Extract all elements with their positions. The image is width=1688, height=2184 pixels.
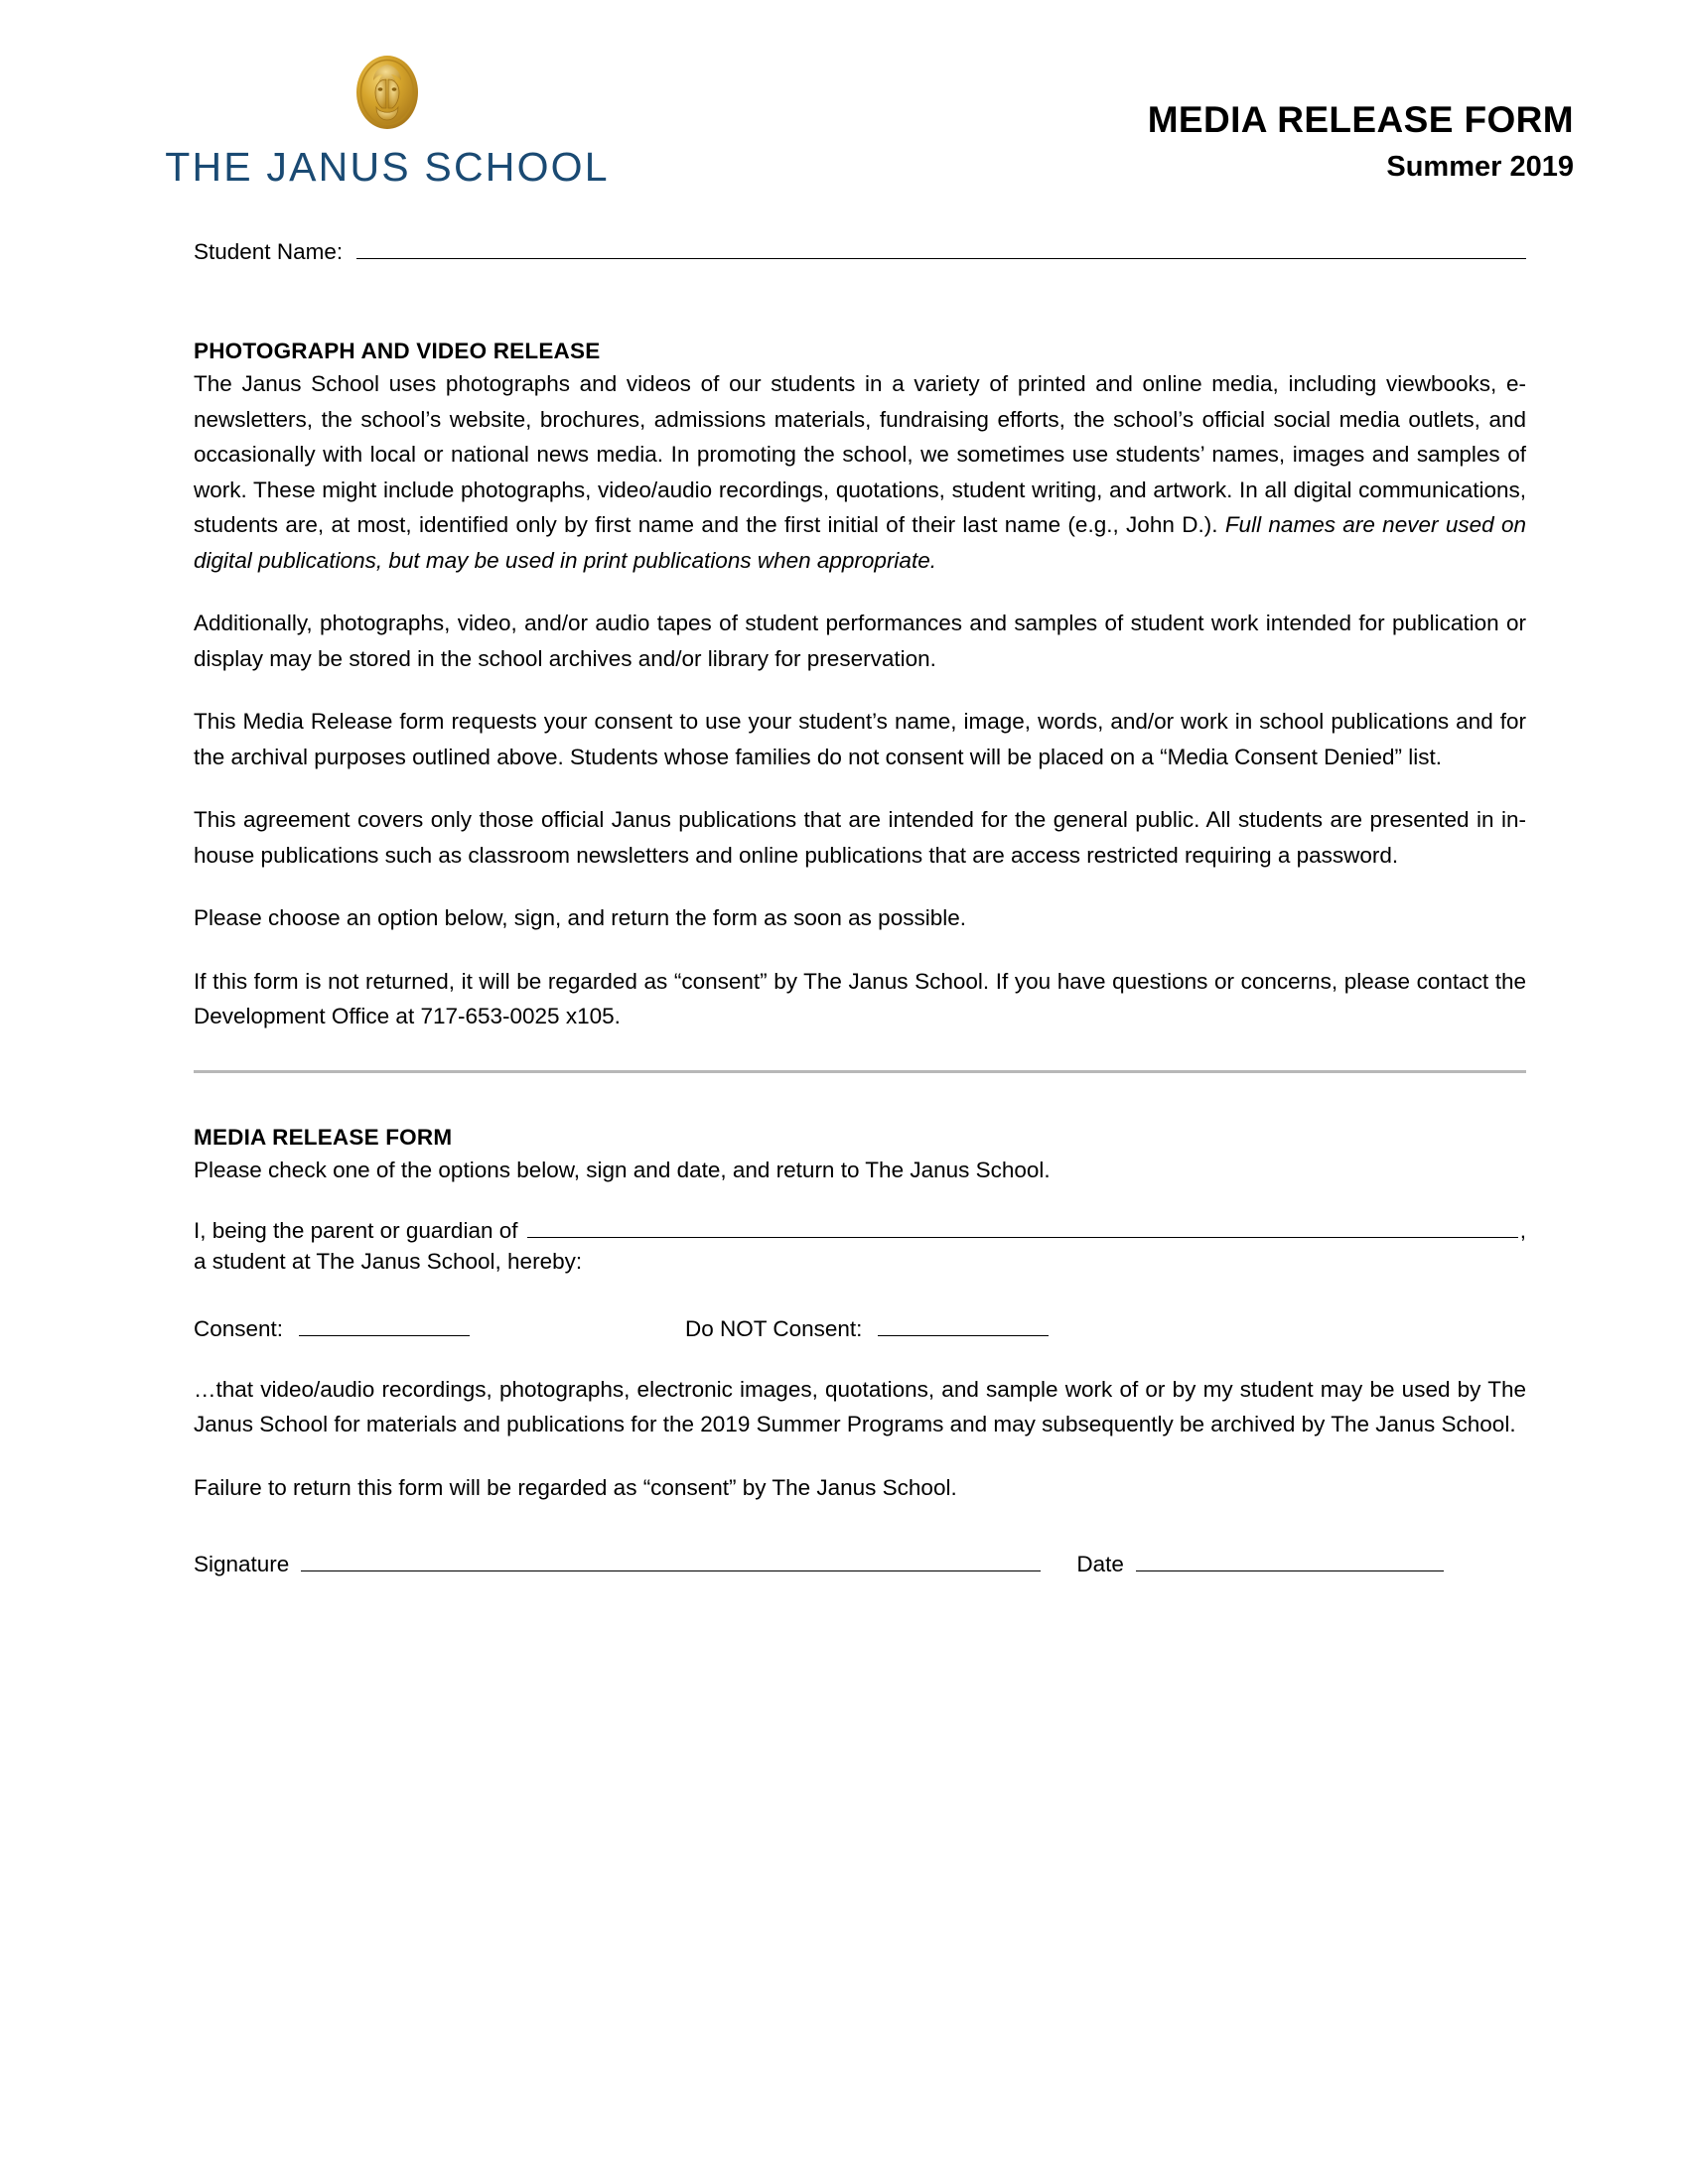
form-instruction: Please check one of the options below, sign and date, and return to The Janus School. (194, 1157, 1051, 1182)
authorization-paragraph: …that video/audio recordings, photographs, electronic images, quotations, and sample work of or by my student may be used by The Janus School for materials and publications for the 2019 Summer Programs and may subsequently be archived by The Janus School. (194, 1376, 1526, 1436)
release-paragraph-1-italic: Full names are never used on digital publications, but may be used in print publications when appropriate. (194, 512, 1526, 573)
title-block (1057, 40, 1574, 184)
document-header (0, 0, 1688, 199)
consent-label: Consent: (194, 1315, 284, 1341)
signature-row (194, 1549, 1526, 1577)
student-name-row (194, 236, 1526, 265)
guardian-name-input[interactable] (527, 1215, 1517, 1238)
guardian-label: I, being the parent or guardian of (194, 1218, 518, 1243)
signature-input[interactable] (301, 1549, 1041, 1571)
school-branding (159, 40, 616, 188)
release-paragraph-3: This Media Release form requests your consent to use your student’s name, image, words, and/or work in school publications and for the archival purposes outlined above. Students whose families do not consent will be placed on a “Media Consent Denied” list. (194, 709, 1526, 769)
release-paragraph-4: This agreement covers only those official Janus publications that are intended for the general public. All students are presented in in-house publications such as classroom newsletters and online publications that are access restricted requiring a password. (194, 807, 1526, 868)
date-input[interactable] (1136, 1549, 1444, 1571)
student-name-label: Student Name: (194, 239, 344, 264)
janus-coin-icon (343, 48, 432, 137)
date-label: Date (1076, 1552, 1124, 1576)
signature-label: Signature (194, 1552, 290, 1576)
school-name: THE JANUS SCHOOL (165, 144, 610, 190)
do-not-consent-label: Do NOT Consent: (685, 1315, 863, 1341)
guardian-comma: , (1519, 1218, 1526, 1243)
guardian-line-2: a student at The Janus School, hereby: (194, 1249, 583, 1274)
release-paragraph-1 (194, 366, 1526, 578)
consent-choice-row (194, 1313, 1526, 1342)
consent-option[interactable] (194, 1313, 685, 1342)
do-not-consent-option[interactable] (685, 1313, 1049, 1342)
do-not-consent-checkbox-blank[interactable] (878, 1313, 1049, 1336)
photograph-video-release-heading: PHOTOGRAPH AND VIDEO RELEASE (194, 339, 601, 363)
release-paragraph-2: Additionally, photographs, video, and/or audio tapes of student performances and samples of student work intended for publication or display may be stored in the school archives and/or library for preservation. (194, 611, 1526, 671)
release-paragraph-5: Please choose an option below, sign, and return the form as soon as possible. (194, 905, 966, 930)
media-release-form-section (194, 1125, 1526, 1578)
section-divider (194, 1070, 1526, 1073)
consent-checkbox-blank[interactable] (299, 1313, 470, 1336)
page-title: MEDIA RELEASE FORM (1147, 99, 1574, 140)
release-paragraph-1-text: The Janus School uses photographs and videos of our students in a variety of printed and online media, including viewbooks, e-newsletters, the school’s website, brochures, admissions materials, fundraising efforts, the school’s official social media outlets, and occasionally with local or national news media. In promoting the school, we sometimes use students’ names, images and samples of work. These might include photographs, video/audio recordings, quotations, student writing, and artwork. In all digital communications, students are, at most, identified only by first name and the first initial of their last name (e.g., John D.). (194, 371, 1526, 537)
release-paragraph-6: If this form is not returned, it will be regarded as “consent” by The Janus School. If you have questions or concerns, please contact the Development Office at 717-653-0025 x105. (194, 968, 1526, 1028)
guardian-row (194, 1215, 1526, 1244)
spacer (194, 1342, 1526, 1372)
document-content (0, 236, 1688, 1577)
failure-notice-paragraph: Failure to return this form will be regarded as “consent” by The Janus School. (194, 1474, 957, 1500)
page-subtitle: Summer 2019 (1386, 151, 1574, 184)
media-release-form-heading: MEDIA RELEASE FORM (194, 1124, 453, 1150)
spacer (194, 265, 1526, 339)
student-name-input[interactable] (356, 236, 1526, 259)
